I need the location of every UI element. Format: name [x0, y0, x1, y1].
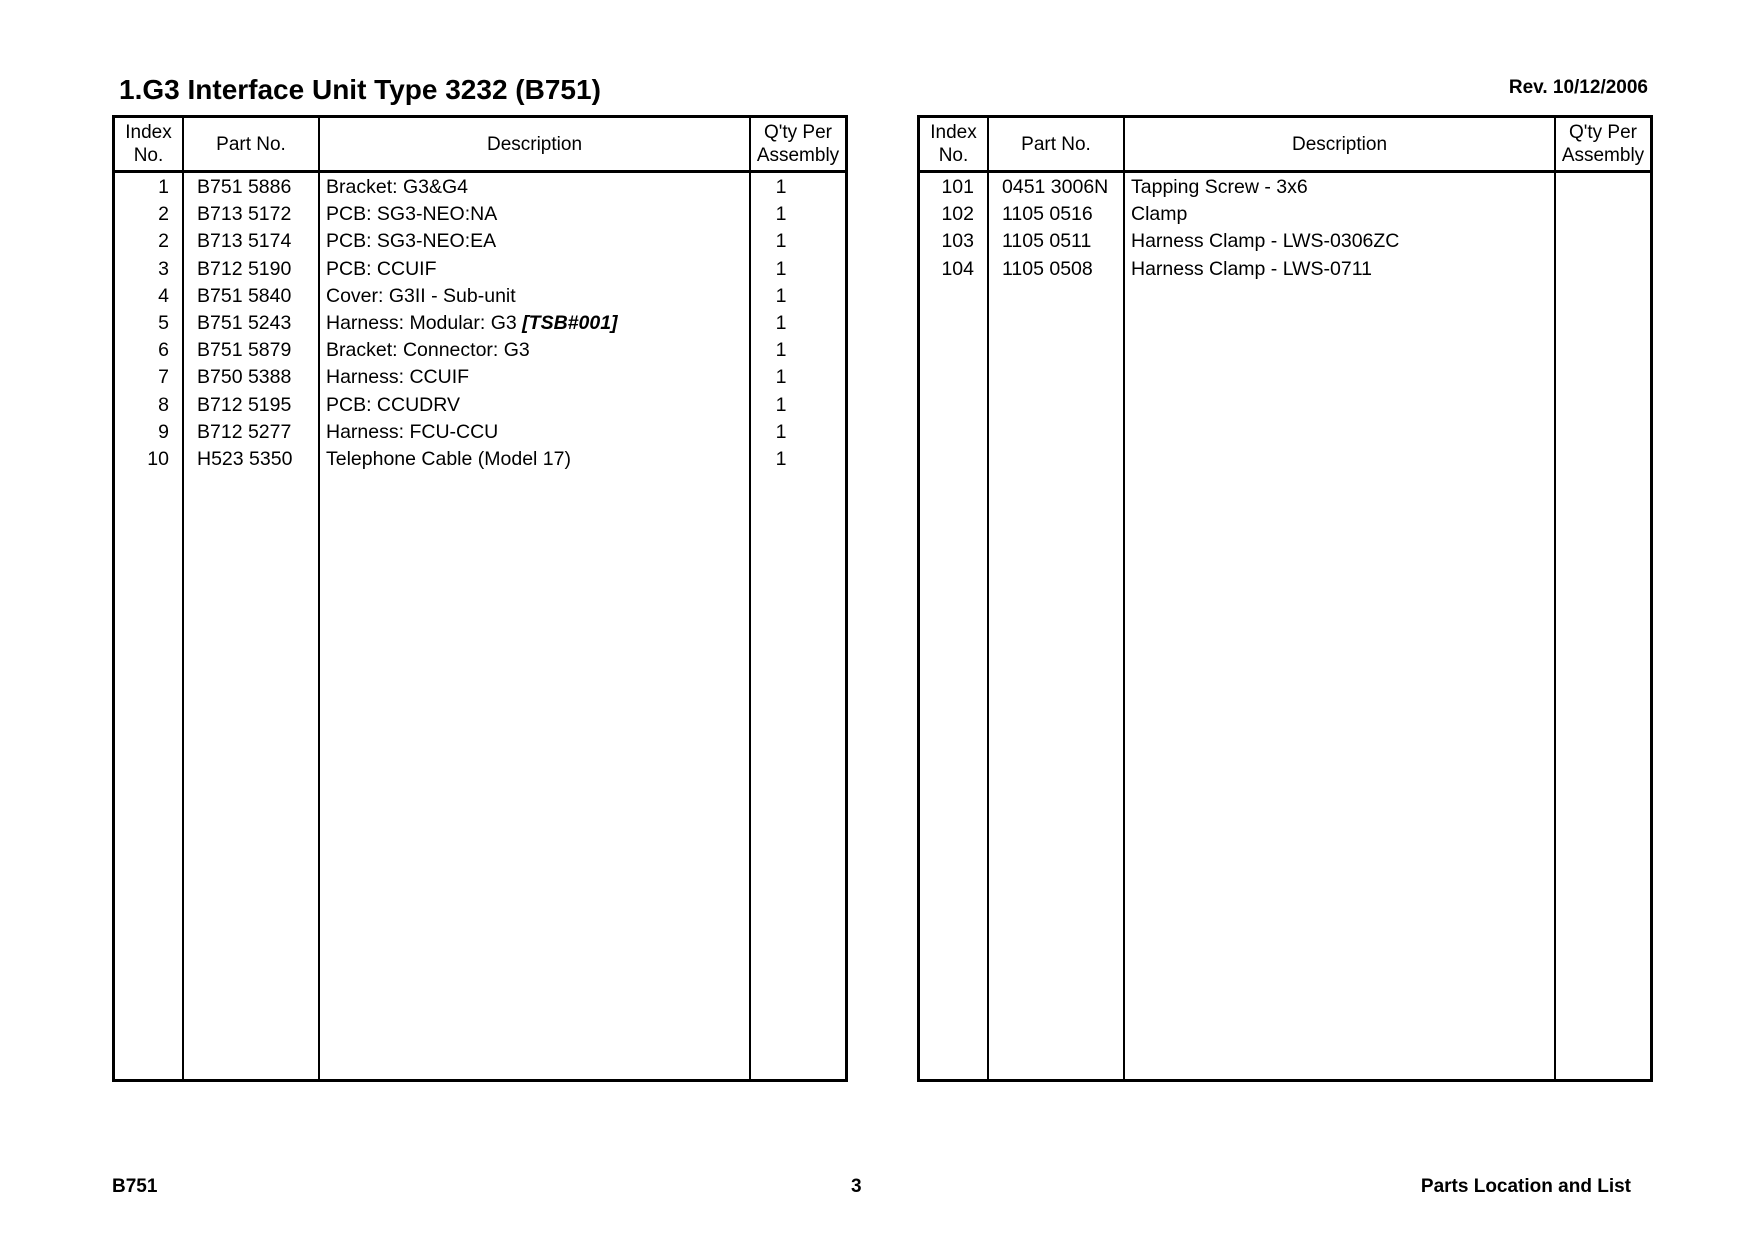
description-text: Harness Clamp - LWS-0306ZC: [1131, 230, 1400, 253]
header-index-line2: No.: [938, 145, 969, 166]
cell-description: [326, 174, 468, 201]
table-row: [115, 392, 845, 419]
cell-index: 104: [941, 257, 974, 280]
cell-qty: 1: [775, 257, 787, 280]
description-text: Harness Clamp - LWS-0711: [1131, 257, 1372, 280]
description-text: Harness: CCUIF: [326, 366, 470, 389]
cell-qty: 1: [775, 393, 787, 416]
header-qty-line1: Q'ty Per: [763, 122, 832, 143]
cell-index: 9: [158, 420, 169, 443]
cell-part-no: B751 5243: [197, 311, 292, 334]
cell-part-no: 1105 0516: [1002, 203, 1093, 226]
table-row: [920, 228, 1650, 255]
header-qty: [1556, 118, 1650, 170]
parts-table-right: [917, 115, 1653, 1082]
revision-date: Rev. 10/12/2006: [1508, 77, 1648, 98]
cell-description: [326, 337, 530, 364]
cell-index: 3: [158, 257, 169, 280]
cell-part-no: B713 5174: [197, 230, 292, 253]
tsb-reference: [TSB#001]: [522, 311, 618, 334]
table-row: [920, 201, 1650, 228]
table-row: [115, 419, 845, 446]
footer-page-number: 3: [851, 1176, 862, 1197]
cell-index: 2: [158, 230, 169, 253]
header-part-no: Part No.: [1021, 133, 1091, 155]
table-row: [115, 446, 845, 473]
cell-description: [326, 283, 516, 310]
cell-qty: 1: [775, 176, 787, 198]
cell-description: [1131, 201, 1187, 228]
cell-qty: 1: [775, 447, 787, 470]
header-description: Description: [1291, 133, 1388, 155]
cell-index: 6: [158, 339, 169, 362]
header-index-line2: No.: [133, 145, 164, 166]
cell-description: [1131, 228, 1399, 255]
header-index-line1: Index: [930, 122, 977, 143]
header-index: [115, 118, 182, 170]
table-row: [115, 283, 845, 310]
description-text: Tapping Screw - 3x6: [1131, 176, 1308, 198]
header-qty-line2: Assembly: [1561, 145, 1645, 166]
cell-qty: 1: [775, 203, 787, 226]
table-row: [115, 228, 845, 255]
cell-index: 102: [941, 203, 974, 226]
cell-part-no: 0451 3006N: [1002, 176, 1109, 198]
header-description: Description: [486, 133, 583, 155]
description-text: Cover: G3II - Sub-unit: [326, 284, 516, 307]
footer-model: B751: [112, 1176, 158, 1197]
cell-qty: 1: [775, 284, 787, 307]
cell-part-no: B751 5886: [197, 176, 292, 198]
parts-table-left: [112, 115, 848, 1082]
cell-description: [1131, 256, 1372, 283]
table-row: [920, 256, 1650, 283]
cell-qty: 1: [775, 339, 787, 362]
header-divider: [115, 170, 845, 173]
cell-qty: 1: [775, 230, 787, 253]
cell-qty: 1: [775, 420, 787, 443]
cell-description: [326, 419, 498, 446]
cell-part-no: B751 5840: [197, 284, 292, 307]
cell-qty: 1: [775, 366, 787, 389]
table-body: [115, 174, 845, 473]
cell-description: [326, 364, 469, 391]
cell-index: 1: [158, 176, 169, 198]
header-qty-line2: Assembly: [756, 145, 840, 166]
cell-part-no: B750 5388: [197, 366, 292, 389]
table-row: [115, 174, 845, 201]
cell-description: [1131, 174, 1308, 201]
description-text: Telephone Cable (Model 17): [326, 447, 571, 470]
header-index: [920, 118, 987, 170]
description-text: PCB: CCUDRV: [326, 393, 460, 416]
header-index-line1: Index: [125, 122, 172, 143]
cell-qty: 1: [775, 311, 787, 334]
description-text: Harness: Modular: G3: [326, 311, 523, 334]
cell-description: [326, 446, 571, 473]
cell-part-no: B712 5195: [197, 393, 292, 416]
cell-description: [326, 201, 497, 228]
description-text: Bracket: Connector: G3: [326, 339, 530, 362]
description-text: Bracket: G3&G4: [326, 176, 468, 198]
header-part-no: Part No.: [216, 133, 286, 155]
footer-section: Parts Location and List: [1420, 1176, 1631, 1197]
cell-index: 2: [158, 203, 169, 226]
header-divider: [920, 170, 1650, 173]
table-row: [115, 310, 845, 337]
table-row: [115, 201, 845, 228]
description-text: PCB: CCUIF: [326, 257, 437, 280]
cell-index: 8: [158, 393, 169, 416]
description-text: PCB: SG3-NEO:NA: [326, 203, 498, 226]
header-qty-line1: Q'ty Per: [1568, 122, 1637, 143]
description-text: PCB: SG3-NEO:EA: [326, 230, 497, 253]
cell-part-no: B751 5879: [197, 339, 292, 362]
cell-index: 101: [941, 176, 974, 198]
cell-description: [326, 256, 437, 283]
description-text: Harness: FCU-CCU: [326, 420, 499, 443]
cell-part-no: B712 5190: [197, 257, 292, 280]
page-title: 1.G3 Interface Unit Type 3232 (B751): [119, 74, 601, 105]
table-row: [115, 256, 845, 283]
cell-index: 7: [158, 366, 169, 389]
header-qty: [751, 118, 845, 170]
table-row: [115, 364, 845, 391]
description-text: Clamp: [1131, 203, 1188, 226]
table-row: [920, 174, 1650, 201]
cell-part-no: B712 5277: [197, 420, 292, 443]
cell-index: 103: [941, 230, 974, 253]
table-row: [115, 337, 845, 364]
table-body: [920, 174, 1650, 283]
cell-part-no: 1105 0511: [1002, 230, 1092, 253]
cell-index: 10: [147, 447, 169, 470]
cell-part-no: B713 5172: [197, 203, 292, 226]
cell-description: [326, 228, 496, 255]
cell-part-no: H523 5350: [197, 447, 293, 470]
cell-part-no: 1105 0508: [1002, 257, 1093, 280]
cell-description: [326, 392, 460, 419]
cell-index: 4: [158, 284, 169, 307]
cell-description: [326, 310, 618, 337]
cell-index: 5: [158, 311, 169, 334]
